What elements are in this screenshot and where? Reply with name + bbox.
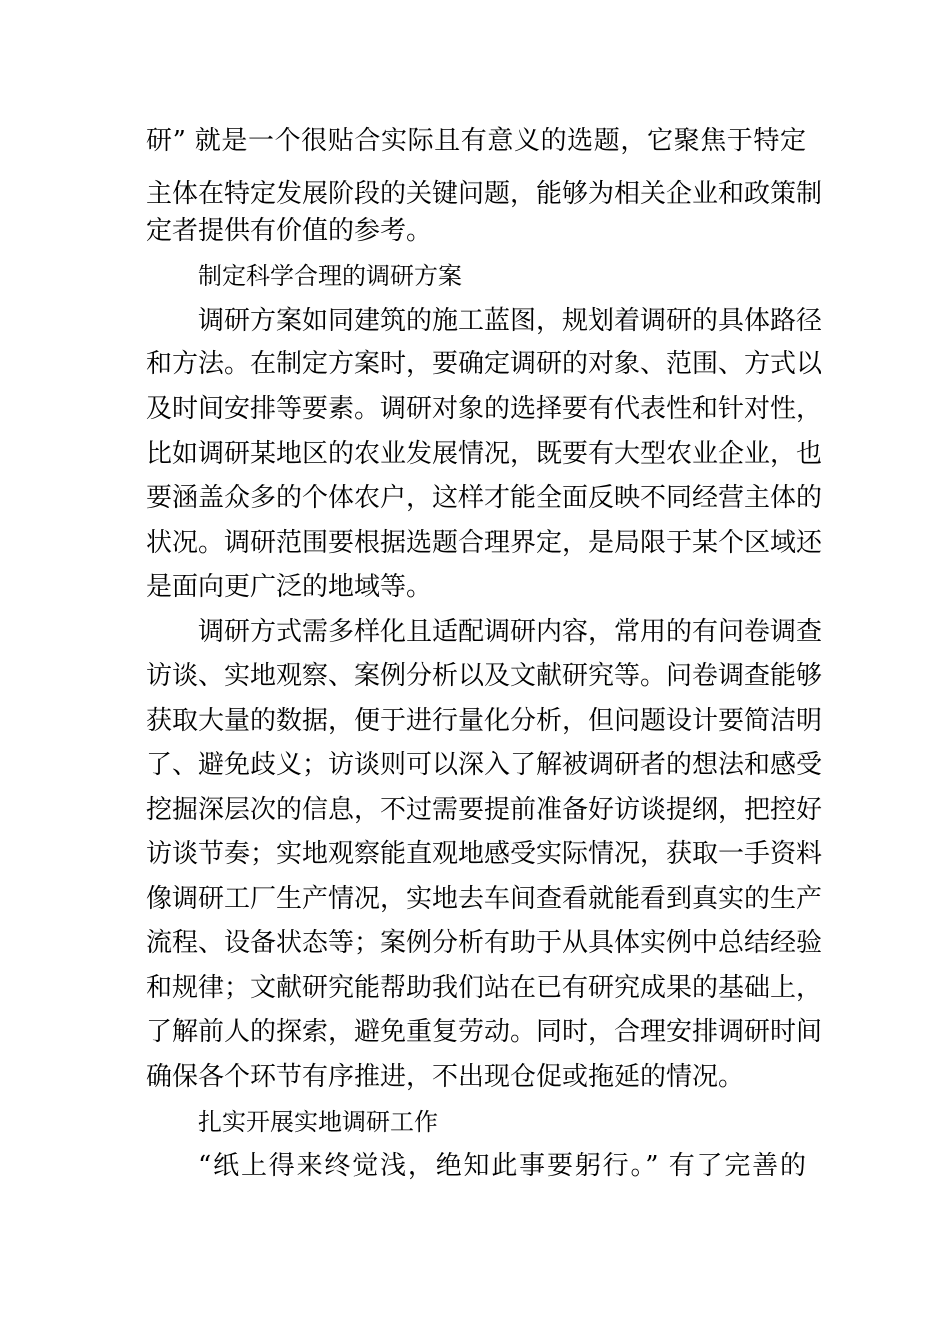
body-text-line: 像调研工厂生产情况，实地去车间查看就能看到真实的生产	[146, 884, 823, 914]
body-text-line: 了解前人的探索，避免重复劳动。同时，合理安排调研时间	[146, 1017, 823, 1047]
body-text-line: 及时间安排等要素。调研对象的选择要有代表性和针对性，	[146, 394, 823, 424]
body-text-line: 和规律；文献研究能帮助我们站在已有研究成果的基础上，	[146, 973, 823, 1003]
body-text-line: 和方法。在制定方案时，要确定调研的对象、范围、方式以	[146, 349, 823, 379]
body-text-line: 比如调研某地区的农业发展情况，既要有大型农业企业，也	[146, 439, 823, 469]
body-text-line: 状况。调研范围要根据选题合理界定，是局限于某个区域还	[146, 528, 823, 558]
body-text-line: 研” 就是一个很贴合实际且有意义的选题，它聚焦于特定	[146, 126, 806, 156]
body-text-line: 定者提供有价值的参考。	[146, 216, 433, 246]
body-text-line: 调研方案如同建筑的施工蓝图，规划着调研的具体路径	[198, 306, 823, 336]
body-text-line: 调研方式需多样化且适配调研内容，常用的有问卷调查	[198, 617, 823, 647]
body-text-line: 流程、设备状态等；案例分析有助于从具体实例中总结经验	[146, 928, 823, 958]
body-text-line: 确保各个环节有序推进，不出现仓促或拖延的情况。	[146, 1062, 745, 1092]
body-text-line: 要涵盖众多的个体农户，这样才能全面反映不同经营主体的	[146, 483, 823, 513]
body-text-line: 是面向更广泛的地域等。	[146, 572, 433, 602]
body-text-line: “纸上得来终觉浅，绝知此事要躬行。” 有了完善的	[198, 1151, 806, 1181]
body-text-line: 获取大量的数据，便于进行量化分析，但问题设计要简洁明	[146, 706, 823, 736]
section-heading: 扎实开展实地调研工作	[198, 1108, 438, 1136]
body-text-line: 了、避免歧义；访谈则可以深入了解被调研者的想法和感受	[146, 750, 823, 780]
section-heading: 制定科学合理的调研方案	[198, 262, 462, 290]
body-text-line: 主体在特定发展阶段的关键问题，能够为相关企业和政策制	[146, 179, 823, 209]
body-text-line: 访谈、实地观察、案例分析以及文献研究等。问卷调查能够	[146, 661, 823, 691]
body-text-line: 访谈节奏；实地观察能直观地感受实际情况，获取一手资料	[146, 839, 823, 869]
body-text-line: 挖掘深层次的信息，不过需要提前准备好访谈提纲，把控好	[146, 795, 823, 825]
